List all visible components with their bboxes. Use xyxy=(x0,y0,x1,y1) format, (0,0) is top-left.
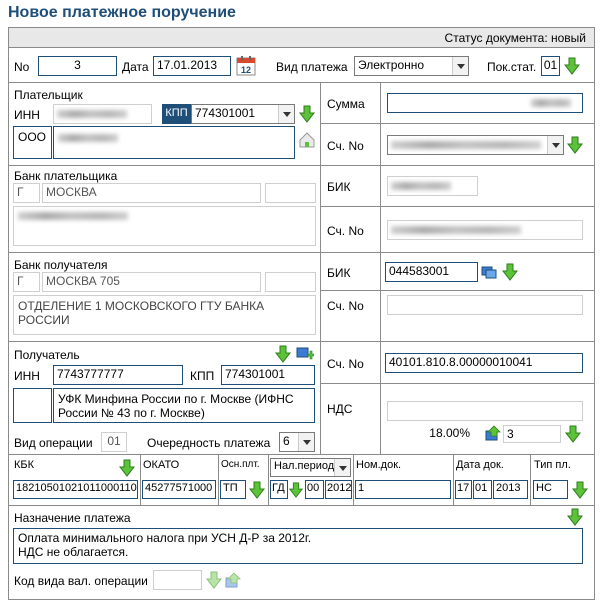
recipient-kpp-label: КПП xyxy=(190,369,215,383)
arrow-down-icon[interactable] xyxy=(298,105,316,123)
payer-bik-label: БИК xyxy=(327,180,351,194)
payer-bank-city: МОСКВА xyxy=(42,183,261,203)
payment-type-label: Вид платежа xyxy=(276,60,348,74)
payment-type-code-input[interactable]: НС xyxy=(533,480,568,499)
purpose-input[interactable] xyxy=(13,528,583,564)
kbk-label: КБК xyxy=(14,459,35,471)
doc-date-month[interactable]: 01 xyxy=(473,480,492,499)
recipient-corr-input xyxy=(387,295,583,315)
document-status: Статус документа: новый xyxy=(444,31,586,45)
chevron-down-icon xyxy=(452,57,468,75)
recipient-bank-title: Банк получателя xyxy=(14,258,108,272)
chevron-down-icon xyxy=(334,459,350,476)
recipient-bank-name: ОТДЕЛЕНИЕ 1 МОСКОВСКОГО ГТУ БАНКА РОССИИ xyxy=(13,295,316,335)
recipient-kpp-input[interactable]: 774301001 xyxy=(221,365,315,385)
arrow-down-icon[interactable] xyxy=(566,508,584,526)
payer-bank-extra xyxy=(265,183,316,203)
chevron-down-icon xyxy=(547,136,563,154)
arrow-down-icon[interactable] xyxy=(248,481,266,499)
payer-bank-city-prefix: Г xyxy=(13,183,40,203)
payment-order-value: 6 xyxy=(283,434,290,448)
calendar-icon[interactable] xyxy=(236,55,256,76)
date-label: Дата xyxy=(122,60,149,74)
payment-type-select[interactable] xyxy=(354,56,469,76)
payer-inn-label: ИНН xyxy=(14,108,40,122)
tax-period-label: Нал.период xyxy=(274,460,335,472)
pokstat-input[interactable]: 01 xyxy=(541,56,560,76)
payer-kpp-value: 774301001 xyxy=(195,106,256,120)
recipient-bank-city-prefix: Г xyxy=(13,272,40,292)
doc-number-input[interactable]: 1 xyxy=(355,480,451,499)
tax-period-num[interactable]: 00 xyxy=(305,480,324,499)
arrow-down-icon[interactable] xyxy=(274,345,292,363)
sum-label: Сумма xyxy=(327,97,365,111)
vat-input[interactable] xyxy=(387,401,583,421)
recipient-corr-label: Сч. No xyxy=(327,299,364,313)
payment-order-select[interactable] xyxy=(279,432,315,452)
recipient-bank-city: МОСКВА 705 xyxy=(42,272,261,292)
recipient-name-prefix[interactable] xyxy=(13,388,52,423)
payment-order-label: Очередность платежа xyxy=(147,436,271,450)
payer-corr-label: Сч. No xyxy=(327,224,364,238)
arrow-down-icon[interactable] xyxy=(564,425,582,443)
recipient-bik-input[interactable]: 044583001 xyxy=(385,262,478,282)
bank-directory-icon[interactable] xyxy=(481,264,499,280)
arrow-down-icon[interactable] xyxy=(501,263,519,281)
home-icon[interactable] xyxy=(298,131,316,149)
date-input[interactable]: 17.01.2013 xyxy=(153,56,231,76)
payment-type-code-label: Тип пл. xyxy=(534,459,571,471)
recipient-inn-input[interactable]: 7743777777 xyxy=(53,365,183,385)
up-arrow-icon[interactable] xyxy=(225,572,242,588)
number-label: No xyxy=(14,60,30,74)
payer-name-input[interactable] xyxy=(53,126,295,159)
okato-label: ОКАТО xyxy=(143,459,180,471)
payer-bik-input xyxy=(387,176,478,196)
page-title: Новое платежное поручение xyxy=(8,4,236,21)
payer-kpp-label: КПП xyxy=(162,104,191,124)
recipient-bik-label: БИК xyxy=(327,266,351,280)
status-bar xyxy=(9,28,594,48)
payer-title: Плательщик xyxy=(14,88,83,102)
arrow-down-icon[interactable] xyxy=(118,459,136,477)
recipient-bank-extra xyxy=(265,272,316,292)
chevron-down-icon xyxy=(298,433,314,451)
vat-counter[interactable]: 3 xyxy=(503,425,561,443)
doc-date-day[interactable]: 17 xyxy=(455,480,472,499)
operation-type-input: 01 xyxy=(101,432,127,452)
tax-period-year[interactable]: 2012 xyxy=(325,480,352,499)
arrow-down-icon[interactable] xyxy=(563,57,581,75)
payer-account-label: Сч. No xyxy=(327,139,364,153)
purpose-line-1: Оплата минимального налога при УСН Д-Р за 2012г. xyxy=(18,531,312,545)
operation-type-label: Вид операции xyxy=(14,436,93,450)
calendar-day: 12 xyxy=(240,65,252,75)
tax-period-type[interactable]: ГД xyxy=(270,480,288,499)
payer-corr-input xyxy=(387,220,583,240)
payer-bank-title: Банк плательщика xyxy=(14,169,118,183)
number-input[interactable]: 3 xyxy=(38,56,117,76)
doc-number-label: Ном.док. xyxy=(356,459,402,471)
doc-date-label: Дата док. xyxy=(456,459,504,471)
currency-op-label: Код вида вал. операции xyxy=(14,574,148,588)
recipient-name-input[interactable]: УФК Минфина России по г. Москве (ИФНС России № 43 по г. Москве) xyxy=(53,388,315,423)
payment-basis-label: Осн.плт. xyxy=(221,459,260,470)
pokstat-label: Пок.стат. xyxy=(487,60,537,74)
payer-name-prefix[interactable]: ООО xyxy=(13,126,52,159)
payment-type-value: Электронно xyxy=(358,58,425,72)
arrow-down-icon[interactable] xyxy=(288,481,304,499)
payer-bank-name xyxy=(13,206,316,246)
payer-kpp-select[interactable] xyxy=(191,104,295,124)
chevron-down-icon xyxy=(278,105,294,123)
okato-input[interactable]: 45277571000 xyxy=(142,480,216,499)
purpose-line-2: НДС не облагается. xyxy=(18,545,129,559)
payment-basis-input[interactable]: ТП xyxy=(220,480,246,499)
sum-input[interactable] xyxy=(387,93,583,113)
recipient-inn-label: ИНН xyxy=(14,369,40,383)
vat-rate-box[interactable] xyxy=(387,426,470,442)
payer-account-select[interactable] xyxy=(387,135,564,155)
purpose-label: Назначение платежа xyxy=(14,511,131,525)
vat-label: НДС xyxy=(327,402,353,416)
tax-period-select[interactable] xyxy=(270,458,351,477)
recipient-title: Получатель xyxy=(14,348,80,362)
add-recipient-icon[interactable] xyxy=(296,346,314,363)
currency-op-input[interactable] xyxy=(153,570,202,590)
doc-date-year[interactable]: 2013 xyxy=(493,480,528,499)
recipient-account-input[interactable]: 40101.810.8.00000010041 xyxy=(385,353,583,373)
payer-inn-input[interactable] xyxy=(53,104,152,124)
vat-percent: % xyxy=(459,426,470,440)
recipient-account-label: Сч. No xyxy=(327,357,364,371)
arrow-down-icon[interactable] xyxy=(205,571,223,589)
kbk-input[interactable]: 18210501021011000110 xyxy=(13,480,138,499)
vat-rate: 18.00 xyxy=(429,426,460,440)
arrow-down-icon[interactable] xyxy=(566,136,584,154)
up-arrow-icon[interactable] xyxy=(485,425,502,441)
arrow-down-icon[interactable] xyxy=(571,481,589,499)
